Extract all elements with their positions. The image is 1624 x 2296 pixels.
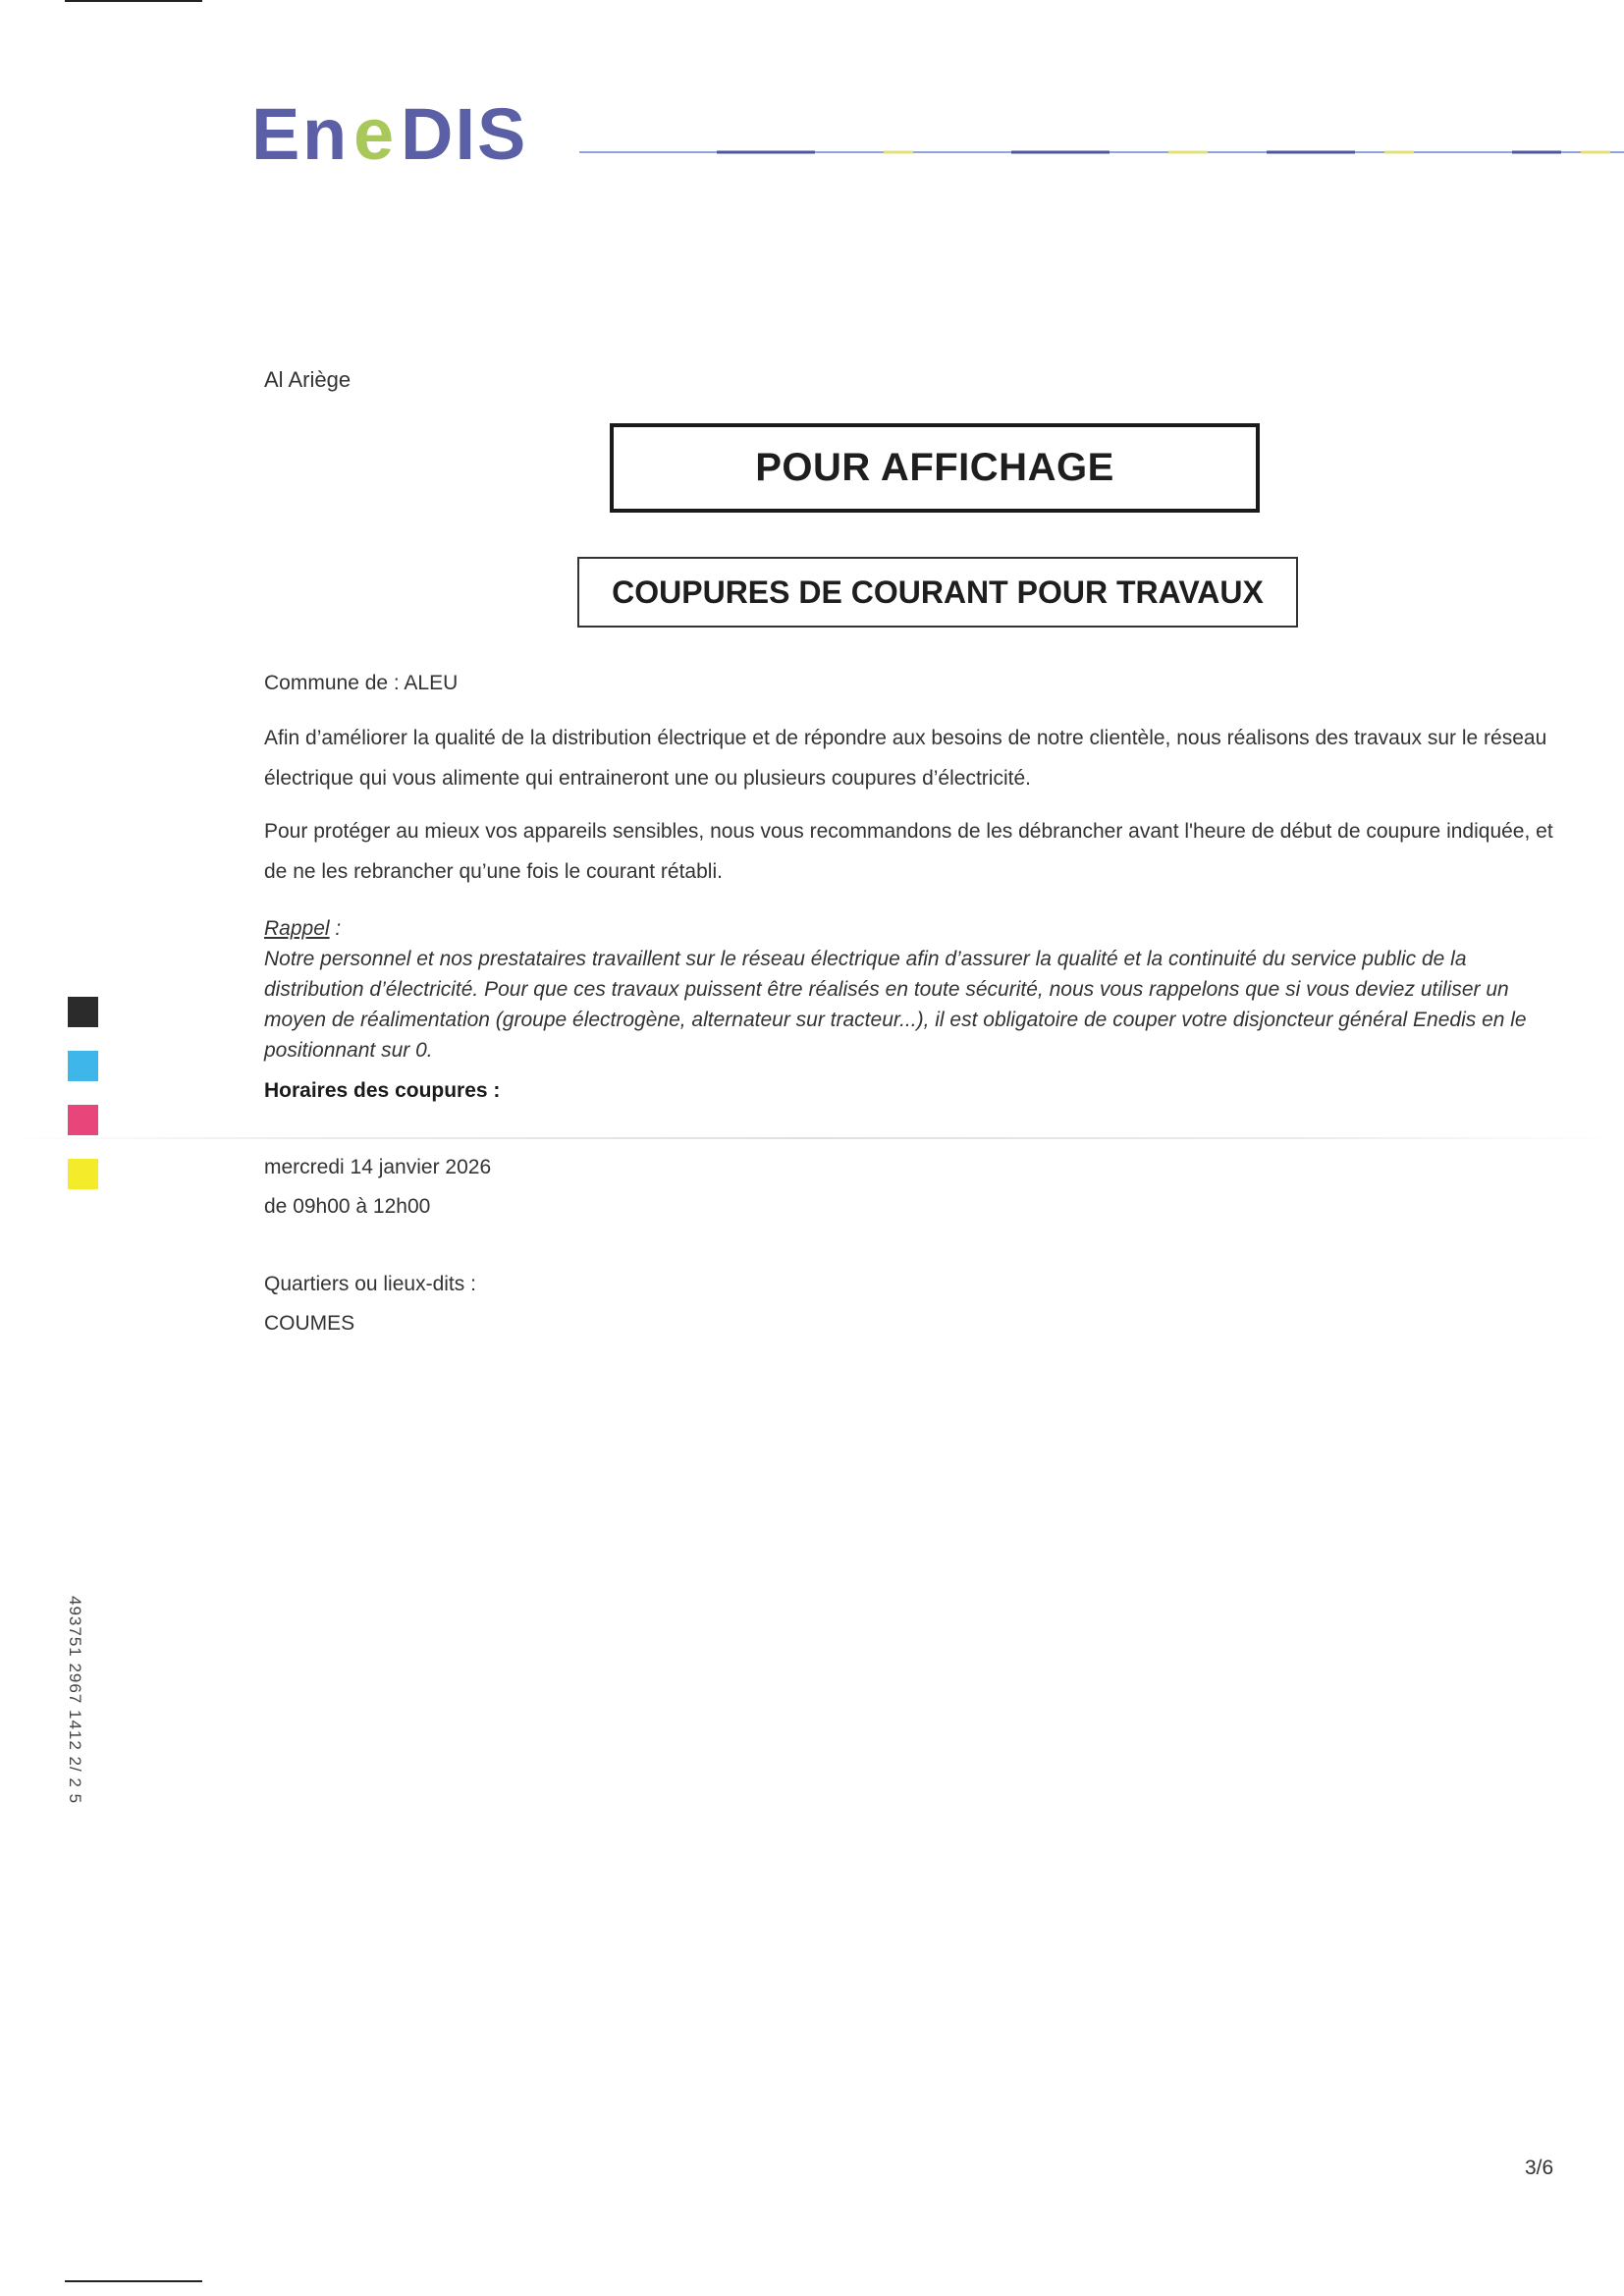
locations-value: COUMES [264,1312,355,1335]
page-number: 3/6 [1525,2157,1554,2179]
print-mark-cyan [68,1051,98,1081]
commune-value: ALEU [404,672,459,694]
recipient-line: Al Ariège [264,367,352,392]
paragraph-advice: Pour protéger au mieux vos appareils sensibles, nous vous recommandons de les débrancher avant l'heure de début de coupure indiquée, et de ne les rebrancher qu’une fois le courant rétabli. [264,820,1553,883]
rappel-label: Rappel [264,917,330,940]
rappel-separator: : [329,917,342,940]
schedule-heading: Horaires des coupures : [264,1079,501,1102]
svg-text:DIS: DIS [401,94,528,173]
scan-edge-top [65,0,202,2]
print-mark-black [68,997,98,1027]
print-mark-magenta [68,1105,98,1135]
svg-text:e: e [353,94,395,173]
sub-title-box [577,557,1298,628]
scan-artifact-line [0,1137,1624,1139]
svg-text:n: n [302,94,348,173]
paragraph-intro: Afin d’améliorer la qualité de la distribution électrique et de répondre aux besoins de notre clientèle, nous réalisons des travaux sur le réseau électrique qui vous alimente qui entraineront une ou plusieurs coupures d’électricité. [264,727,1547,790]
rappel-block [264,913,1560,1066]
rappel-text: Notre personnel et nos prestataires travaillent sur le réseau électrique afin d’assurer la qualité et la continuité du service public de la distribution d’électricité. Pour que ces travaux puissent être réalisés en toute sécurité, nous vous rappelons que si vous deviez utiliser un moyen de réalimentation (groupe électrogène, alternateur sur tracteur...), il est obligatoire de couper votre disjoncteur général Enedis en le positionnant sur 0. [264,948,1527,1062]
print-mark-yellow [68,1159,98,1189]
vertical-print-id: 493751 2967 1412 2/ 2 5 [66,1596,84,1805]
schedule-time: de 09h00 à 12h00 [264,1195,431,1218]
sub-title: COUPURES DE COURANT POUR TRAVAUX [612,574,1264,610]
locations-label: Quartiers ou lieux-dits : [264,1273,476,1295]
rappel-heading [264,913,1560,944]
scan-edge-bottom [65,2280,202,2282]
header-rule [579,147,1624,157]
svg-text:E: E [251,94,302,173]
commune-line [264,672,1560,695]
main-title: POUR AFFICHAGE [755,446,1114,489]
main-title-box [610,423,1260,513]
commune-label: Commune de : [264,672,400,694]
enedis-logo [251,94,556,173]
schedule-date: mercredi 14 janvier 2026 [264,1156,492,1178]
